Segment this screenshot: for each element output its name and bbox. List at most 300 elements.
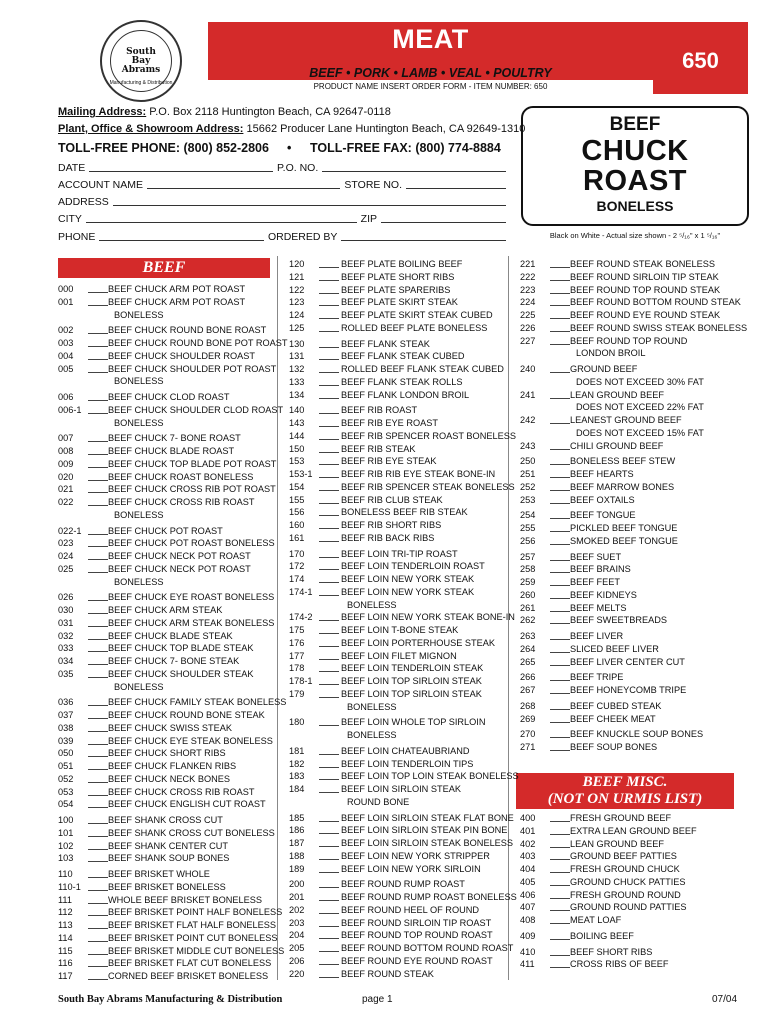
item-description: DOES NOT EXCEED 30% FAT — [576, 376, 704, 387]
item-code: 405 — [520, 876, 536, 887]
item-description: BEEF MELTS — [570, 602, 627, 613]
item-description: BEEF ROUND SWISS STEAK BONELESS — [570, 322, 748, 333]
quantity-field[interactable] — [88, 971, 108, 980]
quantity-field[interactable] — [550, 364, 570, 373]
quantity-field[interactable] — [319, 717, 339, 726]
quantity-field[interactable] — [88, 631, 108, 640]
item-description: BONELESS — [114, 576, 164, 587]
item-description: BEEF LOIN NEW YORK SIRLOIN — [341, 863, 481, 874]
quantity-field[interactable] — [550, 631, 570, 640]
item-code: 125 — [289, 322, 305, 333]
item-code: 052 — [58, 773, 74, 784]
quantity-field[interactable] — [319, 574, 339, 583]
quantity-field[interactable] — [319, 825, 339, 834]
column-divider-1 — [277, 256, 278, 980]
quantity-field[interactable] — [550, 523, 570, 532]
quantity-field[interactable] — [550, 714, 570, 723]
quantity-field[interactable] — [550, 959, 570, 968]
item-code: 261 — [520, 602, 536, 613]
item-code: 153-1 — [289, 469, 313, 479]
item-description: BEEF BRISKET FLAT CUT BONELESS — [108, 958, 272, 969]
quantity-field[interactable] — [88, 907, 108, 916]
item-code: 122 — [289, 284, 305, 295]
item-code: 226 — [520, 322, 536, 333]
item-code: 007 — [58, 433, 74, 444]
item-code: 132 — [289, 364, 305, 374]
item-code: 032 — [58, 630, 74, 641]
item-code: 181 — [289, 745, 305, 756]
quantity-field[interactable] — [88, 592, 108, 601]
beef-misc-subtitle: (NOT ON URMIS LIST) — [547, 791, 703, 807]
quantity-field[interactable] — [550, 701, 570, 710]
quantity-field[interactable] — [550, 259, 570, 268]
item-description: SLICED BEEF LIVER — [570, 643, 659, 654]
quantity-field[interactable] — [550, 456, 570, 465]
quantity-field[interactable] — [550, 310, 570, 319]
quantity-field[interactable] — [319, 377, 339, 386]
product-line-4: BONELESS — [596, 198, 674, 214]
quantity-field[interactable] — [88, 933, 108, 942]
quantity-field[interactable] — [319, 431, 339, 440]
item-description: BEEF LOIN SIRLOIN STEAK BONELESS — [341, 838, 514, 848]
quantity-field[interactable] — [319, 495, 339, 504]
item-code: 178 — [289, 663, 305, 674]
po-label: P.O. NO. — [277, 162, 319, 174]
date-field[interactable] — [89, 162, 273, 172]
quantity-field[interactable] — [319, 746, 339, 755]
quantity-field[interactable] — [319, 689, 339, 698]
quantity-field[interactable] — [88, 697, 108, 706]
quantity-field[interactable] — [319, 272, 339, 281]
quantity-field[interactable] — [319, 259, 339, 268]
quantity-field[interactable] — [550, 415, 570, 424]
item-description: BEEF CHUCK SHOULDER ROAST — [108, 350, 256, 361]
city-label: CITY — [58, 213, 82, 225]
quantity-field[interactable] — [319, 549, 339, 558]
item-code: 051 — [58, 761, 74, 771]
quantity-field[interactable] — [319, 625, 339, 634]
quantity-field[interactable] — [550, 285, 570, 294]
item-description: BEEF CHUCK ARM STEAK — [108, 605, 223, 615]
quantity-field[interactable] — [88, 405, 108, 414]
quantity-field[interactable] — [319, 864, 339, 873]
item-description: GROUND ROUND PATTIES — [570, 902, 687, 913]
quantity-field[interactable] — [319, 784, 339, 793]
item-code: 150 — [289, 443, 305, 454]
quantity-field[interactable] — [88, 882, 108, 891]
item-code: 023 — [58, 538, 74, 549]
quantity-field[interactable] — [88, 297, 108, 306]
quantity-field[interactable] — [88, 723, 108, 732]
item-description: BEEF CHUCK ARM STEAK BONELESS — [108, 617, 275, 628]
item-description: BEEF RIB SPENCER ROAST BONELESS — [341, 430, 516, 441]
item-description: BEEF PLATE SPARERIBS — [341, 284, 451, 295]
item-description: BEEF LOIN SIRLOIN STEAK PIN BONE — [341, 825, 508, 836]
form-row-account — [58, 179, 510, 191]
item-code: 243 — [520, 440, 536, 451]
quantity-field[interactable] — [88, 761, 108, 770]
quantity-field[interactable] — [319, 285, 339, 294]
quantity-field[interactable] — [319, 969, 339, 978]
beef-misc-title: BEEF MISC. — [582, 774, 668, 790]
quantity-field[interactable] — [319, 456, 339, 465]
item-description: FRESH GROUND ROUND — [570, 889, 681, 900]
quantity-field[interactable] — [88, 538, 108, 547]
quantity-field[interactable] — [319, 638, 339, 647]
item-description: BEEF ROUND TOP ROUND ROAST — [341, 930, 493, 941]
item-description: BEEF CHUCK FLANKEN RIBS — [108, 761, 237, 771]
item-code: 189 — [289, 863, 305, 874]
item-description: BEEF CHUCK CLOD ROAST — [108, 392, 230, 402]
quantity-field[interactable] — [88, 643, 108, 652]
quantity-field[interactable] — [550, 931, 570, 940]
item-description: BEEF FEET — [570, 577, 621, 587]
item-code: 036 — [58, 697, 74, 708]
item-code: 039 — [58, 735, 74, 746]
item-code: 200 — [289, 879, 305, 890]
quantity-field[interactable] — [88, 433, 108, 442]
item-description: FRESH GROUND BEEF — [570, 813, 672, 823]
quantity-field[interactable] — [319, 956, 339, 965]
quantity-field[interactable] — [550, 851, 570, 860]
quantity-field[interactable] — [550, 590, 570, 599]
quantity-field[interactable] — [319, 587, 339, 596]
logo-ring-text: Manufacturing & Distribution — [109, 80, 173, 86]
quantity-field[interactable] — [550, 272, 570, 281]
item-description: BEEF RIB RIB EYE STEAK BONE-IN — [341, 469, 496, 479]
item-description: BEEF LOIN CHATEAUBRIAND — [341, 745, 470, 756]
quantity-field[interactable] — [88, 669, 108, 678]
item-code: 260 — [520, 589, 536, 600]
quantity-field[interactable] — [319, 879, 339, 888]
item-code: 033 — [58, 643, 74, 654]
item-description: BEEF ROUND SIRLOIN TIP STEAK — [570, 271, 719, 282]
item-code: 156 — [289, 507, 305, 518]
store-field[interactable] — [406, 179, 506, 189]
quantity-field[interactable] — [319, 533, 339, 542]
item-code: 133 — [289, 376, 305, 387]
quantity-field[interactable] — [550, 390, 570, 399]
quantity-field[interactable] — [319, 612, 339, 621]
item-code: 123 — [289, 297, 305, 308]
ordered-by-field[interactable] — [341, 231, 506, 241]
quantity-field[interactable] — [319, 469, 339, 478]
quantity-field[interactable] — [319, 918, 339, 927]
city-field[interactable] — [86, 213, 357, 223]
item-code: 034 — [58, 656, 74, 666]
product-line-1: BEEF — [609, 114, 661, 135]
item-description: BEEF CHUCK SHOULDER STEAK — [108, 668, 254, 679]
item-description: BEEF LIVER CENTER CUT — [570, 656, 685, 667]
item-description: BONELESS — [347, 599, 397, 610]
item-description: BEEF KNUCKLE SOUP BONES — [570, 729, 704, 740]
store-label: STORE NO. — [344, 179, 402, 191]
item-number: 650 — [682, 48, 719, 73]
quantity-field[interactable] — [550, 297, 570, 306]
item-description: BEEF RIB STEAK — [341, 443, 416, 454]
item-description: BEEF SWEETBREADS — [570, 615, 667, 626]
quantity-field[interactable] — [319, 405, 339, 414]
quantity-field[interactable] — [88, 946, 108, 955]
quantity-field[interactable] — [88, 472, 108, 481]
quantity-field[interactable] — [88, 748, 108, 757]
quantity-field[interactable] — [88, 774, 108, 783]
quantity-field[interactable] — [550, 323, 570, 332]
quantity-field[interactable] — [550, 813, 570, 822]
quantity-field[interactable] — [319, 905, 339, 914]
item-description: BEEF LOIN TOP SIRLOIN STEAK — [341, 676, 482, 686]
item-code: 185 — [289, 812, 305, 823]
quantity-field[interactable] — [319, 930, 339, 939]
item-code: 170 — [289, 548, 305, 559]
quantity-field[interactable] — [88, 564, 108, 573]
quantity-field[interactable] — [319, 651, 339, 660]
quantity-field[interactable] — [88, 284, 108, 293]
phone-field[interactable] — [99, 231, 264, 241]
quantity-field[interactable] — [88, 799, 108, 808]
item-description: BEEF TONGUE — [570, 510, 636, 521]
quantity-field[interactable] — [550, 336, 570, 345]
item-description: BEEF PLATE SKIRT STEAK — [341, 297, 458, 308]
item-description: BEEF LOIN SIRLOIN STEAK FLAT BONE — [341, 812, 514, 823]
item-description: BEEF CHEEK MEAT — [570, 713, 656, 724]
item-description: FRESH GROUND CHUCK — [570, 864, 680, 874]
form-row-phone — [58, 231, 510, 243]
quantity-field[interactable] — [88, 828, 108, 837]
item-description: BEEF OXTAILS — [570, 494, 635, 505]
quantity-field[interactable] — [88, 605, 108, 614]
quantity-field[interactable] — [88, 497, 108, 506]
quantity-field[interactable] — [88, 484, 108, 493]
item-description: GROUND BEEF PATTIES — [570, 851, 677, 862]
quantity-field[interactable] — [319, 351, 339, 360]
quantity-field[interactable] — [319, 418, 339, 427]
quantity-field[interactable] — [319, 310, 339, 319]
item-description: LONDON BROIL — [576, 348, 646, 359]
quantity-field[interactable] — [319, 297, 339, 306]
quantity-field[interactable] — [550, 890, 570, 899]
quantity-field[interactable] — [550, 672, 570, 681]
quantity-field[interactable] — [550, 839, 570, 848]
quantity-field[interactable] — [319, 759, 339, 768]
item-description: BEEF BRISKET WHOLE — [108, 869, 210, 879]
quantity-field[interactable] — [550, 615, 570, 624]
item-description: BEEF FLANK STEAK — [341, 338, 430, 349]
item-code: 174-1 — [289, 586, 313, 597]
po-field[interactable] — [322, 162, 506, 172]
quantity-field[interactable] — [319, 813, 339, 822]
item-description: BEEF RIB EYE STEAK — [341, 456, 437, 467]
item-code: 002 — [58, 325, 74, 336]
quantity-field[interactable] — [550, 469, 570, 478]
quantity-field[interactable] — [550, 495, 570, 504]
quantity-field[interactable] — [550, 552, 570, 561]
logo-line-2: Bay — [131, 55, 151, 66]
quantity-field[interactable] — [550, 947, 570, 956]
quantity-field[interactable] — [319, 838, 339, 847]
item-description: BEEF SHANK CROSS CUT BONELESS — [108, 827, 275, 838]
quantity-field[interactable] — [88, 526, 108, 535]
quantity-field[interactable] — [88, 841, 108, 850]
quantity-field[interactable] — [550, 915, 570, 924]
item-description: CHILI GROUND BEEF — [570, 440, 664, 451]
quantity-field[interactable] — [88, 338, 108, 347]
quantity-field[interactable] — [88, 920, 108, 929]
quantity-field[interactable] — [550, 577, 570, 586]
item-description: BEEF CHUCK TOP BLADE STEAK — [108, 643, 254, 654]
quantity-field[interactable] — [550, 877, 570, 886]
quantity-field[interactable] — [550, 729, 570, 738]
item-description: LEAN GROUND BEEF — [570, 389, 664, 400]
plant-address — [58, 123, 525, 135]
item-code: 020 — [58, 471, 74, 482]
quantity-field[interactable] — [550, 564, 570, 573]
quantity-field[interactable] — [319, 663, 339, 672]
quantity-field[interactable] — [319, 323, 339, 332]
item-description: BEEF PLATE SKIRT STEAK CUBED — [341, 310, 493, 320]
item-code: 404 — [520, 864, 536, 874]
item-description: BEEF CHUCK NECK POT ROAST — [108, 563, 251, 574]
item-description: BEEF SHANK SOUP BONES — [108, 853, 230, 864]
quantity-field[interactable] — [88, 656, 108, 665]
item-code: 402 — [520, 838, 536, 849]
item-code: 000 — [58, 284, 74, 294]
item-code: 252 — [520, 481, 536, 492]
item-description: BEEF LOIN TENDERLOIN STEAK — [341, 663, 484, 674]
item-code: 255 — [520, 523, 536, 533]
item-description: BEEF RIB SHORT RIBS — [341, 520, 442, 530]
item-code: 022 — [58, 497, 74, 507]
item-code: 184 — [289, 784, 305, 794]
item-description: GROUND BEEF — [570, 364, 638, 374]
item-code: 054 — [58, 799, 74, 810]
quantity-field[interactable] — [319, 390, 339, 399]
quantity-field[interactable] — [319, 444, 339, 453]
item-description: EXTRA LEAN GROUND BEEF — [570, 825, 697, 836]
item-description: BEEF CHUCK BLADE STEAK — [108, 630, 233, 641]
item-description: BEEF HONEYCOMB TRIPE — [570, 685, 687, 695]
quantity-field[interactable] — [88, 815, 108, 824]
item-code: 101 — [58, 827, 74, 838]
item-code: 205 — [289, 943, 305, 953]
address-field[interactable] — [113, 196, 506, 206]
item-description: ROUND BONE — [347, 796, 410, 807]
quantity-field[interactable] — [88, 392, 108, 401]
item-code: 406 — [520, 889, 536, 900]
zip-field[interactable] — [381, 213, 506, 223]
item-code: 267 — [520, 685, 536, 695]
quantity-field[interactable] — [550, 482, 570, 491]
item-code: 254 — [520, 510, 536, 521]
quantity-field[interactable] — [550, 685, 570, 694]
item-description: BEEF RIB BACK RIBS — [341, 532, 435, 543]
quantity-field[interactable] — [88, 459, 108, 468]
quantity-field[interactable] — [88, 787, 108, 796]
quantity-field[interactable] — [319, 771, 339, 780]
quantity-field[interactable] — [319, 520, 339, 529]
item-description: BEEF HEARTS — [570, 469, 634, 479]
item-code: 253 — [520, 494, 536, 505]
quantity-field[interactable] — [88, 364, 108, 373]
quantity-field[interactable] — [319, 892, 339, 901]
item-code: 400 — [520, 813, 536, 823]
item-description: BEEF SHANK CROSS CUT — [108, 815, 223, 825]
item-code: 131 — [289, 351, 305, 362]
quantity-field[interactable] — [319, 364, 339, 373]
quantity-field[interactable] — [319, 339, 339, 348]
item-code: 407 — [520, 902, 536, 913]
quantity-field[interactable] — [88, 895, 108, 904]
item-code: 225 — [520, 310, 536, 320]
quantity-field[interactable] — [319, 943, 339, 952]
quantity-field[interactable] — [550, 441, 570, 450]
quantity-field[interactable] — [88, 958, 108, 967]
item-code: 153 — [289, 456, 305, 467]
item-description: BEEF MARROW BONES — [570, 481, 675, 492]
quantity-field[interactable] — [88, 551, 108, 560]
item-description: BEEF PLATE SHORT RIBS — [341, 271, 455, 282]
quantity-field[interactable] — [319, 851, 339, 860]
quantity-field[interactable] — [550, 603, 570, 612]
quantity-field[interactable] — [88, 325, 108, 334]
item-description: BEEF CHUCK SHORT RIBS — [108, 748, 226, 759]
account-field[interactable] — [147, 179, 340, 189]
quantity-field[interactable] — [550, 742, 570, 751]
toll-free-phone: TOLL-FREE PHONE: (800) 852-2806 — [58, 141, 269, 155]
quantity-field[interactable] — [88, 869, 108, 878]
quantity-field[interactable] — [550, 510, 570, 519]
quantity-field[interactable] — [88, 736, 108, 745]
quantity-field[interactable] — [550, 536, 570, 545]
account-label: ACCOUNT NAME — [58, 179, 143, 191]
item-code: 176 — [289, 637, 305, 648]
item-description: BEEF LIVER — [570, 631, 624, 641]
quantity-field[interactable] — [550, 864, 570, 873]
quantity-field[interactable] — [550, 902, 570, 911]
quantity-field[interactable] — [550, 644, 570, 653]
quantity-field[interactable] — [550, 657, 570, 666]
item-description: BEEF LOIN TRI-TIP ROAST — [341, 548, 458, 559]
item-code: 204 — [289, 930, 305, 941]
item-description: BEEF ROUND STEAK BONELESS — [570, 259, 715, 269]
item-description: BEEF CHUCK POT ROAST — [108, 525, 223, 536]
item-code: 025 — [58, 563, 74, 574]
quantity-field[interactable] — [319, 482, 339, 491]
item-code: 035 — [58, 668, 74, 679]
quantity-field[interactable] — [88, 446, 108, 455]
quantity-field[interactable] — [319, 561, 339, 570]
quantity-field[interactable] — [550, 826, 570, 835]
quantity-field[interactable] — [88, 618, 108, 627]
quantity-field[interactable] — [88, 710, 108, 719]
quantity-field[interactable] — [88, 853, 108, 862]
item-description: BEEF ROUND BOTTOM ROUND STEAK — [570, 297, 741, 308]
item-description: BEEF FLANK STEAK CUBED — [341, 351, 465, 362]
quantity-field[interactable] — [319, 507, 339, 516]
item-description: BEEF CHUCK ROUND BONE ROAST — [108, 325, 267, 336]
item-description: CORNED BEEF BRISKET BONELESS — [108, 971, 269, 981]
item-code: 026 — [58, 592, 74, 603]
item-code: 222 — [520, 271, 536, 282]
quantity-field[interactable] — [88, 351, 108, 360]
item-code: 112 — [58, 907, 73, 918]
item-code: 206 — [289, 955, 305, 966]
company-logo — [100, 20, 182, 102]
mailing-address — [58, 106, 391, 118]
logo-line-3: Abrams — [121, 64, 161, 75]
item-description: BEEF LOIN NEW YORK STRIPPER — [341, 850, 490, 861]
quantity-field[interactable] — [319, 676, 339, 685]
